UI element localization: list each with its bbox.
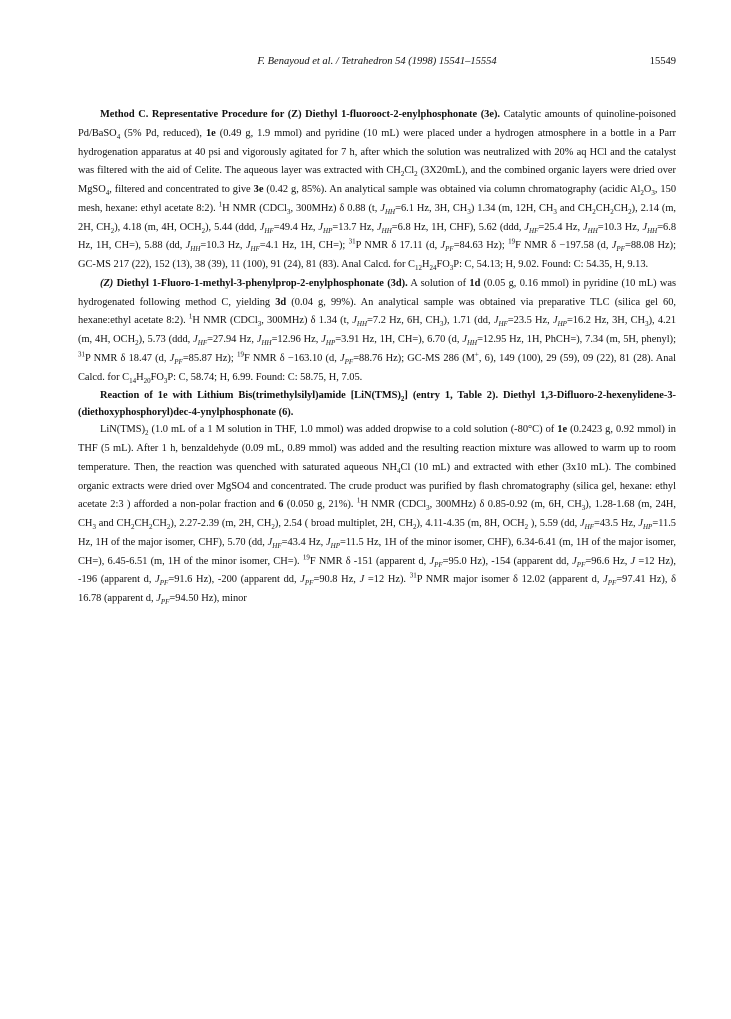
paragraph-compound-6: $LiN(TMS)_2$ (1.0 mL of a 1 M solution in THF, 1.0 mmol) was added dropwise to a cold solution (-80°C) of 1e (0.2423 g, 0.92 mmol) in THF (5 mL). After 1 h, benzaldehyde (0.09 mL, 0.89 mmol) was added and the resulting reaction mixture was allowed to warm up to room temperature. Then, the reaction was quenched with saturated aqueous $NH_4Cl$ (10 mL) and extracted with ether (3x10 mL). The combined organic extracts were dried over MgSO4 and concentrated. The crude product was purified by flash chromatography (silica gel, hexane: ethyl acetate 2:3 ) afforded a non-polar fraction and 6 (0.050 g, 21%). $^1$H NMR (CDCl$_3$, 300MHz) δ 0.85-0.92 (m, 6H, $CH_3$), 1.28-1.68 (m, 24H, $CH_3$ and $CH_2CH_2CH_2$), 2.27-2.39 (m, 2H, $CH_2$), 2.54 ( broad multiplet, 2H, $CH_2$), 4.11-4.35 (m, 8H, $OCH_2$ ), 5.59 (dd, $J_{HF}=43.5$ Hz, $J_{HP}=11.5$ Hz, 1H of the major isomer, CHF), 5.70 (dd, $J_{HF}=43.4$ Hz, $J_{HP}=11.5$ Hz, 1H of the minor isomer, CHF), 6.34-6.41 (m, 1H of the major isomer, CH=), 6.45-6.51 (m, 1H of the minor isomer, CH=). $^{19}$F NMR δ -151 (apparent d, $J_{PF}=95.0$ Hz), -154 (apparent dd, $J_{PF}=96.6$ Hz, J =12 Hz), -196 (apparent d, $J_{PF}=91.6$ Hz), -200 (apparent dd, $J_{PF}=90.8$ Hz, J =12 Hz). $^{31}$P NMR major isomer δ 12.02 (apparent d, $J_{PF}=97.41$ Hz), δ 16.78 (apparent d, $J_{PF}=94.50$ Hz), minor [78,424,677,607]
paragraph-method-c: Method C. Representative Procedure for (Z) Diethyl 1-fluorooct-2-enylphosphonate (3e). Catalytic amounts of quinoline-poisoned Pd/BaSO$_4$ (5% Pd, reduced), 1e (0.49 g, 1.9 mmol) and pyridine (10 mL) were placed under a hydrogen atmosphere in a bottle in a Parr hydrogenation apparatus at 40 psi and vigorously agitated for 7 h, after which the solution was neutralized with 20% aq HCl and the catalyst was filtered with the aid of Celite. The aqueous layer was extracted with $CH_2Cl_2$ (3X20mL), and the combined organic layers were dried over MgSO$_4$, filtered and concentrated to give 3e (0.42 g, 85%). An analytical sample was obtained via column chromatography (acidic $Al_2O_3$, 150 mesh, hexane: ethyl acetate 8:2). $^1$H NMR (CDCl$_3$, 300MHz) δ 0.88 (t, $J_{HH}=6.1$ Hz, 3H, $CH_3$) 1.34 (m, 12H, $CH_3$ and $CH_2CH_2CH_2$), 2.14 (m, 2H, $CH_2$), 4.18 (m, 4H, $OCH_2$), 5.44 (ddd, $J_{HF}=49.4$ Hz, $J_{HP}=13.7$ Hz, $J_{HH}=6.8$ Hz, 1H, CHF), 5.62 (ddd, $J_{HF}=25.4$ Hz, $J_{HH}=10.3$ Hz, $J_{HH}=6.8$ Hz, 1H, CH=), 5.88 (dd, $J_{HH}=10.3$ Hz, $J_{HF}=4.1$ Hz, 1H, CH=); $^{31}$P NMR δ 17.11 (d, $J_{PF}=84.63$ Hz); $^{19}$F NMR δ −197.58 (d, $J_{PF}=88.08$ Hz); GC-MS 217 (22), 152 (13), 38 (39), 11 (100), 91 (24), 81 (83). Anal Calcd. for $C_{12}H_{24}FO_3P$: C, 54.13; H, 9.02. Found: C: 54.35, H, 9.13. [78,109,677,273]
article-body [78,106,676,609]
paragraph-compound-3d: (Z) Diethyl 1-Fluoro-1-methyl-3-phenylprop-2-enylphosphonate (3d). A solution of 1d (0.05 g, 0.16 mmol) in pyridine (10 mL) was hydrogenated following method C, yielding 3d (0.04 g, 99%). An analytical sample was obtained via preparative TLC (silica gel 60, hexane:ethyl acetate 8:2). $^1$H NMR (CDCl$_3$, 300MHz) δ 1.34 (t, $J_{HH}=7.2$ Hz, 6H, $CH_3$), 1.71 (dd, $J_{HF}=23.5$ Hz, $J_{HP}=16.2$ Hz, 3H, $CH_3$), 4.21 (m, 4H, $OCH_2$), 5.73 (ddd, $J_{HF}=27.94$ Hz, $J_{HH}=12.96$ Hz, $J_{HP}=3.91$ Hz, 1H, CH=), 6.70 (d, $J_{HH}=12.95$ Hz, 1H, PhCH=), 7.34 (m, 5H, phenyl); $^{31}$P NMR δ 18.47 (d, $J_{PF}=85.87$ Hz); $^{19}$F NMR δ −163.10 (d, $J_{PF}=88.76$ Hz); GC-MS 286 (M+, 6), 149 (100), 29 (59), 09 (22), 81 (28). Anal Calcd. for $C_{14}H_{20}FO_3P$: C, 58.74; H, 6.99. Found: C: 58.75, H, 7.05. [78,277,677,385]
paragraph-reaction-heading: Reaction of 1e with Lithium Bis(trimethylsilyl)amide $[LiN(TMS)_2]$ (entry 1, Table 2). Diethyl 1,3-Difluoro-2-hexenylidene-3-(diethoxyphosphoryl)dec-4-ynylphosphonate (6). [78,390,676,419]
header-citation: F. Benayoud et al. / Tetrahedron 54 (1998) 15541–15554 [257,56,497,67]
page-number: 15549 [649,56,676,67]
running-header [78,56,676,72]
